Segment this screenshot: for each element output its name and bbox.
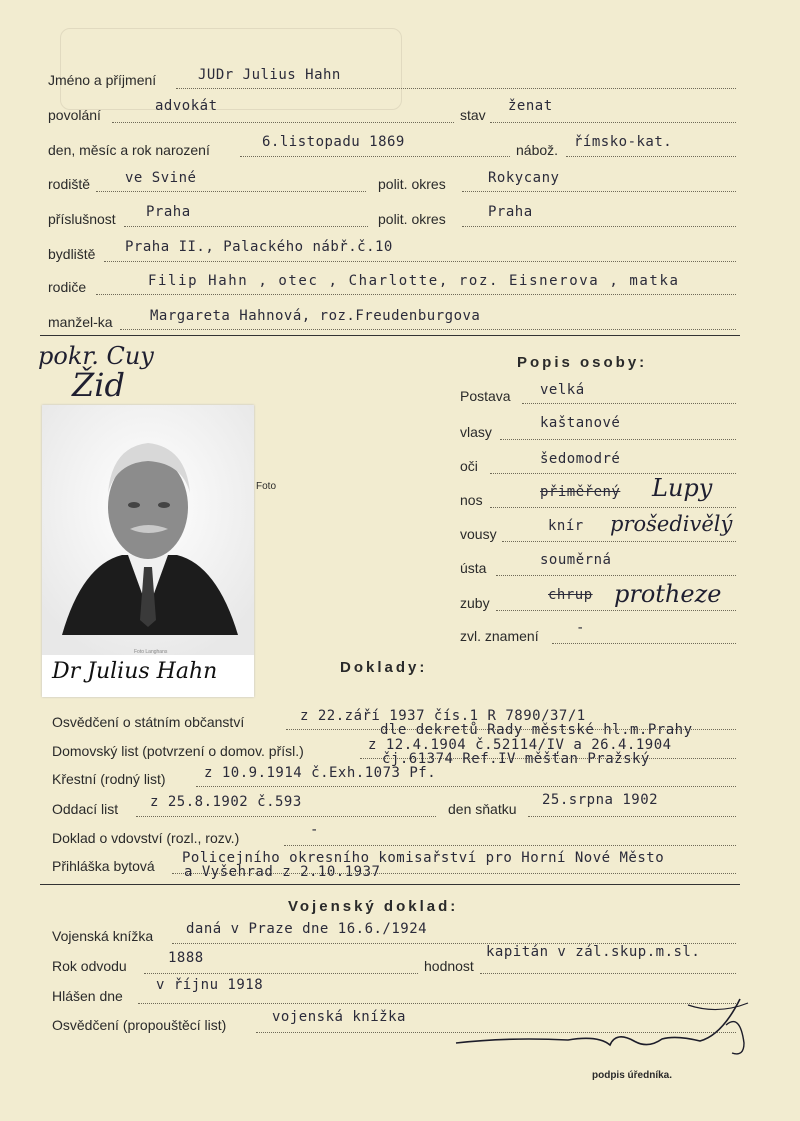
dotted-line xyxy=(500,439,736,440)
label-birthdate: den, měsíc a rok narození xyxy=(48,142,210,158)
label-marital-status: stav xyxy=(460,107,486,123)
label-rank: hodnost xyxy=(424,958,474,974)
label-religion: nábož. xyxy=(516,142,559,158)
dotted-line xyxy=(552,643,736,644)
value-home-certificate-2: čj.61374 Ref.IV měšťan Pražský xyxy=(382,751,650,767)
label-widowhood: Doklad o vdovství (rozl., rozv.) xyxy=(52,830,240,846)
label-beard: vousy xyxy=(460,526,497,542)
value-residence-registration-2: a Vyšehrad z 2.10.1937 xyxy=(184,864,381,880)
handwritten-nose: Lupy xyxy=(652,474,713,502)
value-citizenship-2: dle dekretů Rady městské hl.m.Prahy xyxy=(380,722,693,738)
label-discharge: Osvědčení (propouštěcí list) xyxy=(52,1017,227,1033)
dotted-line xyxy=(496,575,736,576)
label-residence: bydliště xyxy=(48,246,96,262)
value-birthplace: ve Sviné xyxy=(125,170,197,186)
value-district-1: Rokycany xyxy=(488,170,560,186)
value-reported-date: v říjnu 1918 xyxy=(156,977,264,993)
value-beard: knír xyxy=(548,518,584,534)
label-wedding-date: den sňatku xyxy=(448,801,517,817)
dotted-line xyxy=(240,156,510,157)
value-widowhood: - xyxy=(310,822,319,838)
handwritten-teeth: protheze xyxy=(614,580,722,608)
label-hair: vlasy xyxy=(460,424,492,440)
value-discharge: vojenská knížka xyxy=(272,1009,406,1025)
label-district-1: polit. okres xyxy=(378,176,446,192)
photo-signature: Dr Julius Hahn xyxy=(52,659,218,684)
label-military-book: Vojenská knížka xyxy=(52,928,154,944)
label-district-2: polit. okres xyxy=(378,211,446,227)
label-home-certificate: Domovský list (potvrzení o domov. přísl.) xyxy=(52,743,304,759)
label-teeth: zuby xyxy=(460,595,490,611)
value-build: velká xyxy=(540,382,585,398)
value-marks: - xyxy=(576,620,585,636)
dotted-line xyxy=(480,973,736,974)
value-residence: Praha II., Palackého nábř.č.10 xyxy=(125,239,393,255)
value-teeth-struck: chrup xyxy=(548,587,593,603)
label-conscription-year: Rok odvodu xyxy=(52,958,127,974)
label-baptism: Křestní (rodný list) xyxy=(52,771,166,787)
label-domicile: příslušnost xyxy=(48,211,116,227)
label-occupation: povolání xyxy=(48,107,101,123)
handwritten-beard: prošedivělý xyxy=(610,512,733,536)
dotted-line xyxy=(104,261,736,262)
dotted-line xyxy=(490,507,736,508)
dotted-line xyxy=(284,845,736,846)
dotted-line xyxy=(490,122,736,123)
value-rank: kapitán v zál.skup.m.sl. xyxy=(486,944,701,960)
photo-label: Foto xyxy=(256,481,277,492)
value-birthdate: 6.listopadu 1869 xyxy=(262,134,405,150)
value-nose-struck: přiměřený xyxy=(540,484,621,500)
documents-heading: Doklady: xyxy=(340,659,428,676)
dotted-line xyxy=(96,294,736,295)
military-heading: Vojenský doklad: xyxy=(288,898,459,915)
value-parents: Filip Hahn , otec , Charlotte, roz. Eisnerova , matka xyxy=(148,273,680,289)
signature-caption: podpis úředníka. xyxy=(592,1070,673,1081)
dotted-line xyxy=(566,156,736,157)
dotted-line xyxy=(462,226,736,227)
dotted-line xyxy=(112,122,454,123)
label-marriage-cert: Oddací list xyxy=(52,801,119,817)
handwritten-note-2: Žid xyxy=(72,366,125,404)
label-build: Postava xyxy=(460,388,511,404)
dotted-line xyxy=(136,816,436,817)
value-military-book: daná v Praze dne 16.6./1924 xyxy=(186,921,428,937)
label-name: Jméno a příjmení xyxy=(48,72,157,88)
portrait-photo xyxy=(42,405,254,697)
value-eyes: šedomodré xyxy=(540,451,621,467)
handwritten-note-1: pokr. Cuy xyxy=(38,342,154,370)
section-rule xyxy=(40,884,740,885)
value-religion: římsko-kat. xyxy=(574,134,673,150)
label-residence-registration: Přihláška bytová xyxy=(52,858,155,874)
label-birthplace: rodiště xyxy=(48,176,91,192)
photo-credit: Foto Langhans xyxy=(134,649,168,655)
value-name: JUDr Julius Hahn xyxy=(198,67,341,83)
label-spouse: manžel-ka xyxy=(48,314,113,330)
label-mouth: ústa xyxy=(460,560,487,576)
value-wedding-date: 25.srpna 1902 xyxy=(542,792,659,808)
label-eyes: oči xyxy=(460,458,478,474)
label-nose: nos xyxy=(460,492,483,508)
dotted-line xyxy=(96,191,366,192)
dotted-line xyxy=(124,226,368,227)
value-hair: kaštanové xyxy=(540,415,621,431)
dotted-line xyxy=(502,541,736,542)
dotted-line xyxy=(120,329,736,330)
value-citizenship: z 22.září 1937 čís.1 R 7890/37/1 xyxy=(300,708,586,724)
value-residence-registration: Policejního okresního komisařství pro Horní Nové Město xyxy=(182,850,665,866)
value-baptism: z 10.9.1914 č.Exh.1073 Pf. xyxy=(204,765,437,781)
label-parents: rodiče xyxy=(48,279,87,295)
label-reported-date: Hlášen dne xyxy=(52,988,123,1004)
description-heading: Popis osoby: xyxy=(517,354,648,371)
dotted-line xyxy=(496,610,736,611)
dotted-line xyxy=(462,191,736,192)
value-occupation: advokát xyxy=(155,98,218,114)
value-marriage-cert: z 25.8.1902 č.593 xyxy=(150,794,302,810)
dotted-line xyxy=(528,816,736,817)
dotted-line xyxy=(144,973,418,974)
label-marks: zvl. znamení xyxy=(460,628,539,644)
dotted-line xyxy=(176,88,736,89)
value-conscription-year: 1888 xyxy=(168,950,204,966)
dotted-line xyxy=(196,786,736,787)
value-spouse: Margareta Hahnová, roz.Freudenburgova xyxy=(150,308,481,324)
value-marital-status: ženat xyxy=(508,98,553,114)
value-district-2: Praha xyxy=(488,204,533,220)
value-mouth: souměrná xyxy=(540,552,612,568)
dotted-line xyxy=(522,403,736,404)
label-citizenship: Osvědčení o státním občanství xyxy=(52,714,245,730)
official-signature xyxy=(448,995,758,1065)
value-home-certificate: z 12.4.1904 č.52114/IV a 26.4.1904 xyxy=(368,737,672,753)
value-domicile: Praha xyxy=(146,204,191,220)
section-rule xyxy=(40,335,740,336)
